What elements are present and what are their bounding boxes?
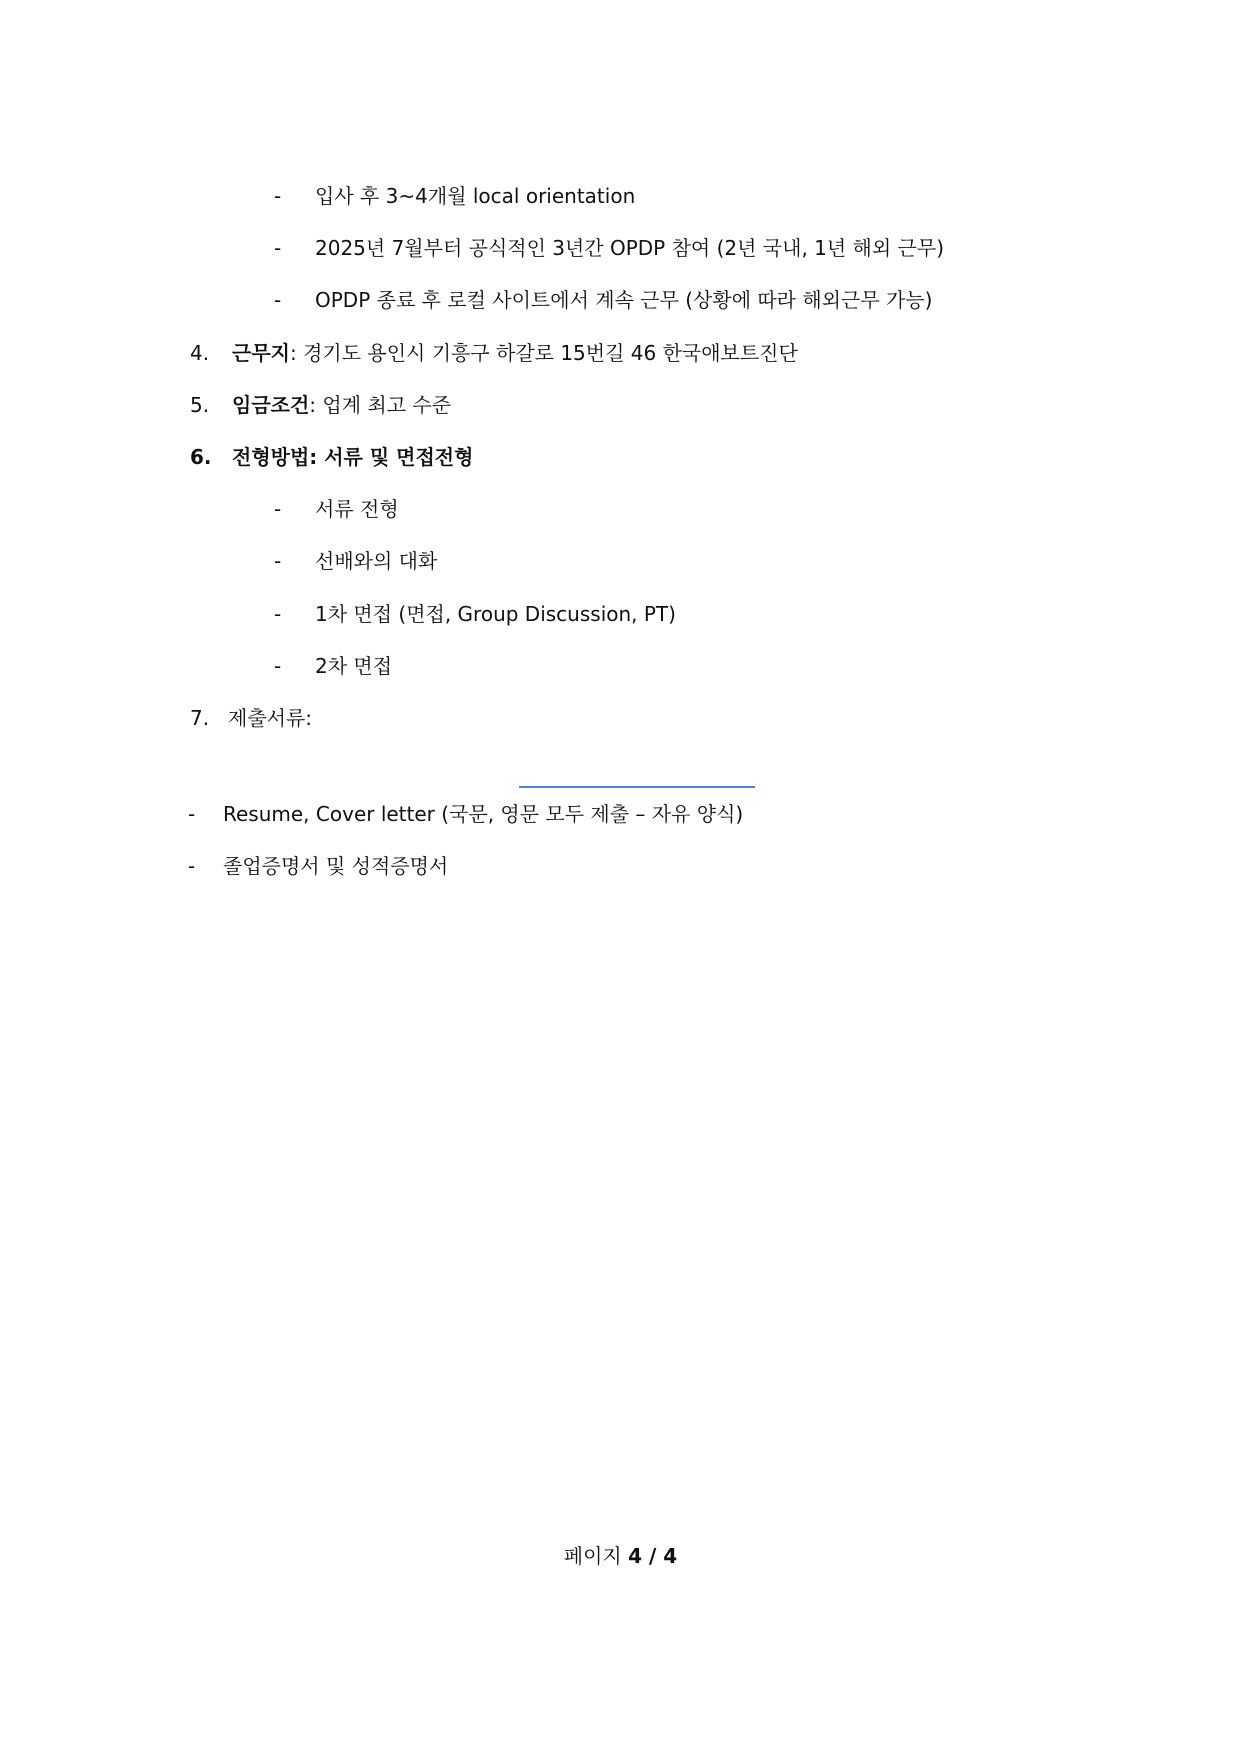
page-footer	[0, 1542, 1241, 1570]
process-item: 서류 전형	[315, 497, 399, 521]
bullet-dash: -	[188, 802, 196, 826]
section-documents: 제출서류:	[228, 706, 313, 730]
section-text: : 업계 최고 수준	[309, 393, 452, 417]
orientation-item: OPDP 종료 후 로컬 사이트에서 계속 근무 (상황에 따라 해외근무 가능)	[315, 288, 933, 312]
section-number: 4.	[190, 341, 210, 365]
section-salary	[232, 391, 451, 419]
orientation-item: 2025년 7월부터 공식적인 3년간 OPDP 참여 (2년 국내, 1년 해외 근무)	[315, 236, 944, 260]
bullet-dash: -	[274, 236, 282, 260]
section-label: 근무지	[232, 341, 290, 365]
document-item: Resume, Cover letter (국문, 영문 모두 제출 – 자유 양식)	[223, 802, 744, 826]
divider-line	[519, 786, 755, 788]
page-current: 4	[628, 1544, 643, 1568]
section-label: 임금조건	[232, 393, 310, 417]
process-item: 1차 면접 (면접, Group Discussion, PT)	[315, 602, 676, 626]
page-separator: /	[642, 1544, 664, 1568]
bullet-dash: -	[274, 288, 282, 312]
bullet-dash: -	[274, 497, 282, 521]
bullet-dash: -	[274, 549, 282, 573]
document-item: 졸업증명서 및 성적증명서	[223, 854, 449, 878]
bullet-dash: -	[274, 184, 282, 208]
orientation-item: 입사 후 3~4개월 local orientation	[315, 184, 636, 208]
section-work-location	[232, 339, 798, 367]
page-label: 페이지	[563, 1544, 629, 1568]
section-number: 7.	[190, 706, 210, 730]
bullet-dash: -	[274, 602, 282, 626]
section-text: : 경기도 용인시 기흥구 하갈로 15번길 46 한국애보트진단	[289, 341, 798, 365]
section-selection-process: 전형방법: 서류 및 면접전형	[232, 445, 474, 469]
process-item: 2차 면접	[315, 654, 393, 678]
section-number: 5.	[190, 393, 210, 417]
bullet-dash: -	[274, 654, 282, 678]
bullet-dash: -	[188, 854, 196, 878]
process-item: 선배와의 대화	[315, 549, 438, 573]
page-total: 4	[663, 1544, 678, 1568]
section-number: 6.	[190, 445, 212, 469]
